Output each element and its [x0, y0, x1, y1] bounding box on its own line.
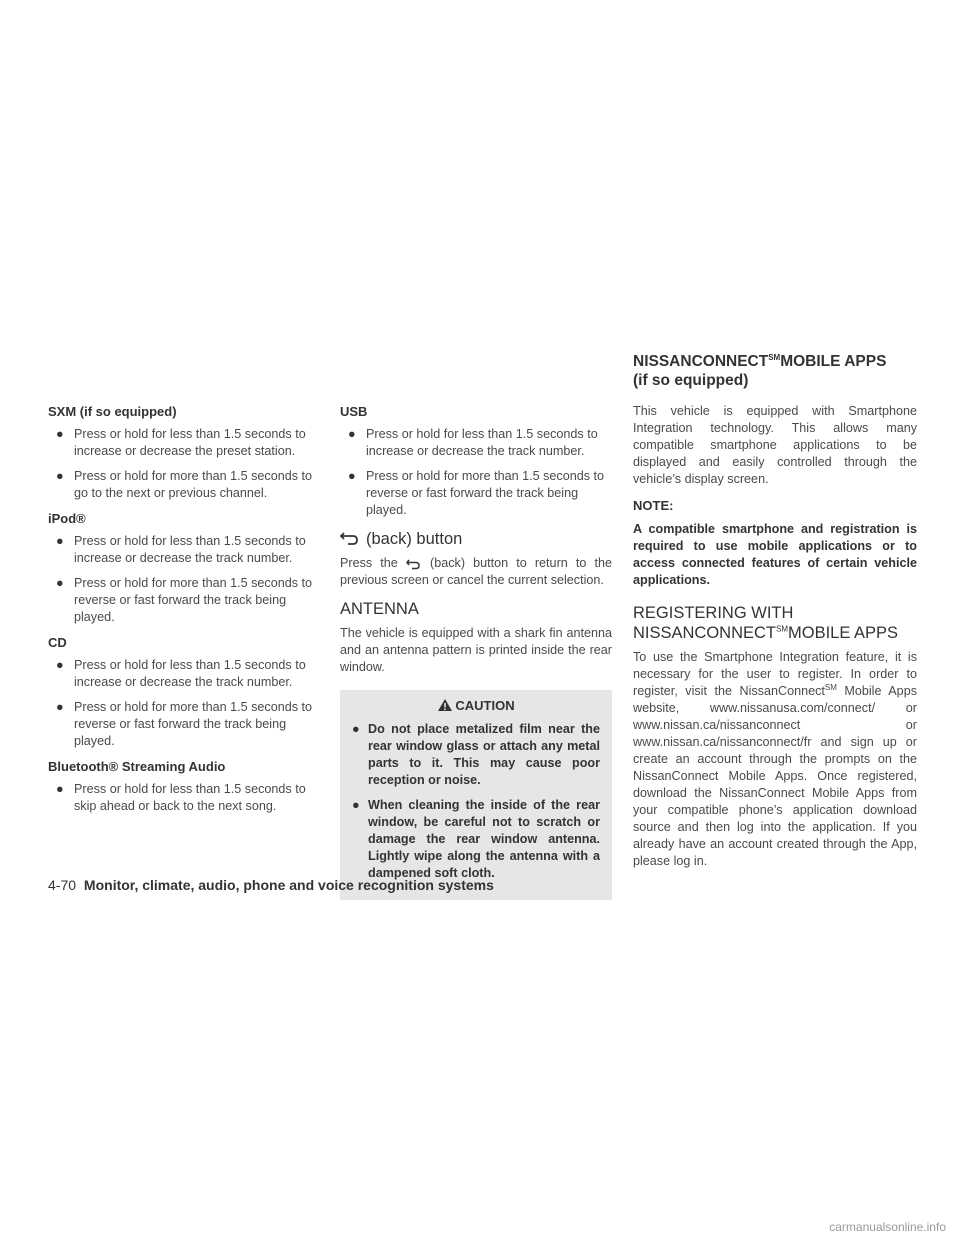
warning-triangle-icon [437, 698, 453, 712]
list-item [48, 575, 320, 626]
caution-heading [352, 698, 600, 713]
ipod-heading: iPod® [48, 511, 86, 526]
back-arrow-icon [340, 530, 360, 546]
list-item [48, 533, 320, 567]
list-item [48, 699, 320, 750]
registering-heading-line1: REGISTERING WITH [633, 604, 794, 622]
caution-box [340, 690, 612, 900]
list-item [48, 781, 320, 815]
bluetooth-heading: Bluetooth® Streaming Audio [48, 759, 226, 774]
antenna-heading: ANTENNA [340, 600, 419, 618]
watermark: carmanualsonline.info [829, 1220, 946, 1234]
list-item-text: Press or hold for more than 1.5 seconds to reverse or fast forward the track being played. [366, 469, 605, 517]
service-mark: SM [776, 624, 789, 634]
section-title-subtitle: (if so equipped) [633, 372, 749, 389]
bullet-icon: ● [56, 658, 64, 672]
back-text-pre: Press the [340, 556, 398, 570]
column-right [633, 403, 917, 880]
bullet-icon: ● [56, 427, 64, 441]
list-item-text: Press or hold for less than 1.5 seconds to increase or decrease the track number. [74, 658, 306, 689]
registering-heading-text: MOBILE APPS [788, 624, 899, 642]
caution-list [352, 721, 600, 882]
column-middle [340, 403, 612, 900]
list-item-text: Press or hold for less than 1.5 seconds to increase or decrease the track number. [366, 427, 598, 458]
service-mark: SM [824, 682, 837, 692]
list-item-text: Press or hold for more than 1.5 seconds to go to the next or previous channel. [74, 469, 313, 500]
section-title [633, 352, 933, 390]
sxm-heading: SXM (if so equipped) [48, 404, 177, 419]
bullet-icon: ● [56, 576, 64, 590]
page-footer [48, 877, 494, 893]
intro-text: This vehicle is equipped with Smartphone Integration technology. This allows many compatible smartphone applications to be displayed and easily controlled through the vehicle’s display screen. [633, 404, 917, 486]
note-text: A compatible smartphone and registration is required to use mobile applications or to access connected features of certain vehicle applications. [633, 522, 917, 587]
list-item [48, 468, 320, 502]
list-item-text: Press or hold for more than 1.5 seconds to reverse or fast forward the track being played. [74, 576, 313, 624]
cd-list [48, 657, 320, 750]
ipod-list [48, 533, 320, 626]
list-item-text: Do not place metalized film near the rear window glass or attach any metal parts to it. This may cause poor reception or noise. [368, 722, 600, 787]
service-mark: SM [768, 352, 781, 362]
section-title-text: MOBILE APPS [780, 353, 887, 370]
caution-heading-text: CAUTION [455, 698, 515, 713]
bullet-icon: ● [348, 427, 356, 441]
cd-heading: CD [48, 635, 67, 650]
sxm-list [48, 426, 320, 502]
usb-list [340, 426, 612, 519]
list-item [340, 468, 612, 519]
bullet-icon: ● [56, 700, 64, 714]
usb-heading: USB [340, 404, 368, 419]
back-button-heading-text: (back) button [366, 530, 463, 548]
bluetooth-list [48, 781, 320, 815]
bullet-icon: ● [348, 469, 356, 483]
back-arrow-icon [406, 558, 422, 570]
list-item [352, 721, 600, 789]
bullet-icon: ● [352, 722, 360, 736]
bullet-icon: ● [56, 782, 64, 796]
bullet-icon: ● [56, 469, 64, 483]
bullet-icon: ● [352, 798, 360, 812]
list-item-text: Press or hold for less than 1.5 seconds to skip ahead or back to the next song. [74, 782, 306, 813]
list-item-text: When cleaning the inside of the rear window, be careful not to scratch or damage the rear window antenna. Lightly wipe along the antenna with a dampened soft cloth. [368, 798, 600, 880]
bullet-icon: ● [56, 534, 64, 548]
list-item [340, 426, 612, 460]
registering-text-part: To use the Smartphone Integration feature, it is necessary for the user to register. In order to register, visit the NissanConnect [633, 650, 917, 698]
registering-text [633, 649, 917, 870]
registering-heading-text: NISSANCONNECT [633, 624, 777, 642]
list-item [48, 657, 320, 691]
back-button-heading [340, 529, 612, 549]
registering-text-part: Mobile Apps website, www.nissanusa.com/connect/ or www.nissan.ca/nissanconnect or www.nissan.ca/nissanconnect/fr and sign up or create an account through the prompts on the NissanConnect Mobile Apps. Once registered, download the NissanConnect Mobile Apps from your compatible phone’s application download source and then log into the application. If you already have an account created through the App, please log in. [633, 684, 917, 868]
list-item [48, 426, 320, 460]
list-item-text: Press or hold for less than 1.5 seconds to increase or decrease the preset station. [74, 427, 306, 458]
list-item-text: Press or hold for less than 1.5 seconds to increase or decrease the track number. [74, 534, 306, 565]
chapter-title: Monitor, climate, audio, phone and voice recognition systems [83, 877, 494, 893]
column-left [48, 403, 320, 823]
antenna-text: The vehicle is equipped with a shark fin antenna and an antenna pattern is printed inside the rear window. [340, 626, 612, 674]
back-text-post: (back) button to return to the previous screen or cancel the current selection. [340, 556, 612, 587]
page-number: 4-70 [48, 877, 77, 893]
section-title-text: NISSANCONNECT [633, 353, 769, 370]
note-label: NOTE: [633, 498, 674, 513]
list-item [352, 797, 600, 882]
back-button-text [340, 555, 612, 589]
registering-heading [633, 603, 917, 643]
list-item-text: Press or hold for more than 1.5 seconds to reverse or fast forward the track being played. [74, 700, 313, 748]
